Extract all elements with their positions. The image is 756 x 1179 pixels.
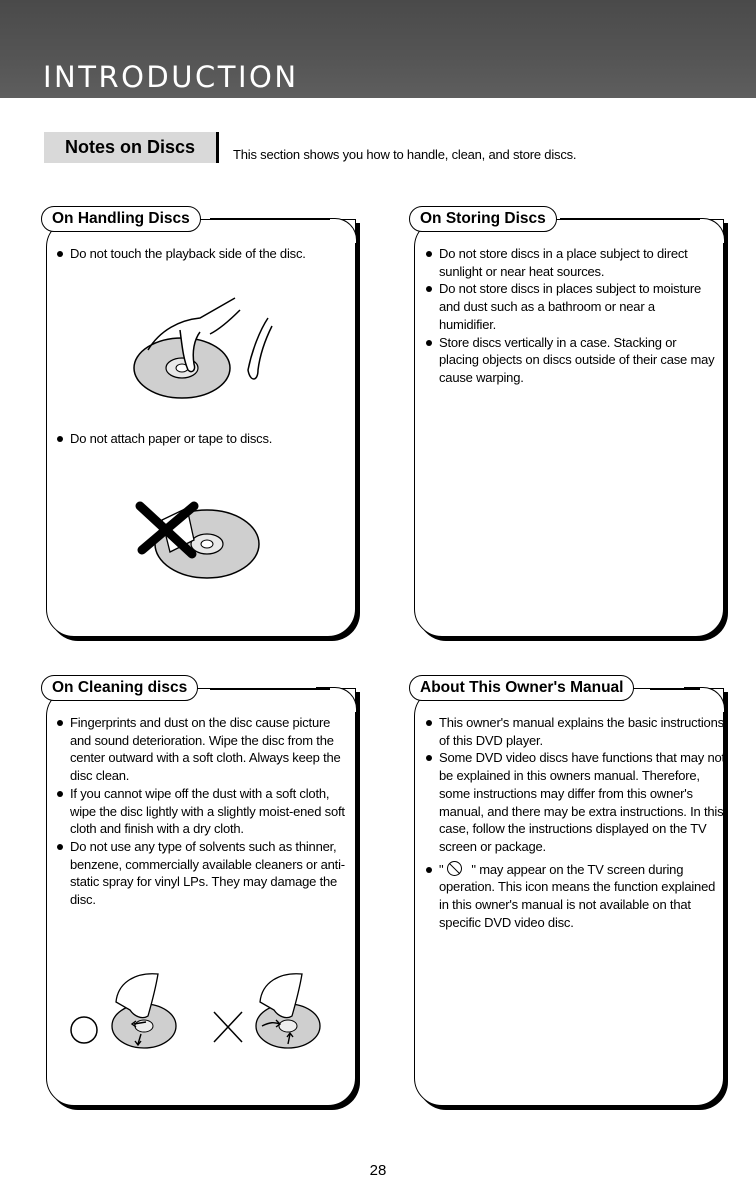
list-item: Do not store discs in places subject to moisture and dust such as a bathroom or near a humidifier.	[425, 280, 715, 333]
correct-circle-icon	[71, 1017, 97, 1043]
section-tab-notes-on-discs: Notes on Discs	[44, 132, 219, 163]
panel-title-manual: About This Owner's Manual	[409, 675, 634, 701]
disc-touch-illustration	[130, 290, 280, 400]
list-item: Do not touch the playback side of the disc.	[56, 245, 346, 263]
list-item: Do not attach paper or tape to discs.	[56, 430, 346, 448]
list-item: Do not store discs in a place subject to direct sunlight or near heat sources.	[425, 245, 715, 280]
page-number: 28	[369, 1162, 387, 1179]
disc-tape-illustration	[132, 500, 262, 582]
section-description: This section shows you how to handle, clean, and store discs.	[233, 147, 577, 162]
list-item: Do not use any type of solvents such as thinner, benzene, commercially available cleaners or anti-static spray for vinyl LPs. They may damage the disc.	[56, 838, 354, 909]
list-item: Fingerprints and dust on the disc cause picture and sound deterioration. Wipe the disc from the center outward with a soft cloth. Always keep the disc clean.	[56, 714, 354, 785]
cleaning-illustration	[66, 962, 328, 1052]
page-title: INTRODUCTION	[43, 60, 299, 94]
panel-title-storing: On Storing Discs	[409, 206, 557, 232]
handling-list-1	[56, 245, 346, 263]
manual-list	[425, 714, 725, 931]
cleaning-list	[56, 714, 354, 909]
storing-list	[425, 245, 715, 387]
list-item: If you cannot wipe off the dust with a soft cloth, wipe the disc lightly with a slightly moist-ened soft cloth and finish with a dry cloth.	[56, 785, 354, 838]
icon-item-text: " may appear on the TV screen during operation. This icon means the function explained in this owner's manual is not available on that specific DVD video disc.	[439, 861, 716, 930]
icon-item-quote-open: "	[439, 861, 444, 877]
list-item: This owner's manual explains the basic instructions of this DVD player.	[425, 714, 725, 749]
list-item: Store discs vertically in a case. Stacking or placing objects on discs outside of their case may cause warping.	[425, 334, 715, 387]
list-item	[425, 861, 725, 932]
list-item: Some DVD video discs have functions that may not be explained in this owners manual. Therefore, some instructions may differ from this owner's manual, and there may be extra instructions. In this case, follow the instructions displayed on the TV screen or package.	[425, 749, 725, 855]
handling-list-2	[56, 430, 346, 448]
prohibited-icon	[447, 861, 462, 876]
panel-title-handling: On Handling Discs	[41, 206, 201, 232]
panel-title-cleaning: On Cleaning discs	[41, 675, 198, 701]
